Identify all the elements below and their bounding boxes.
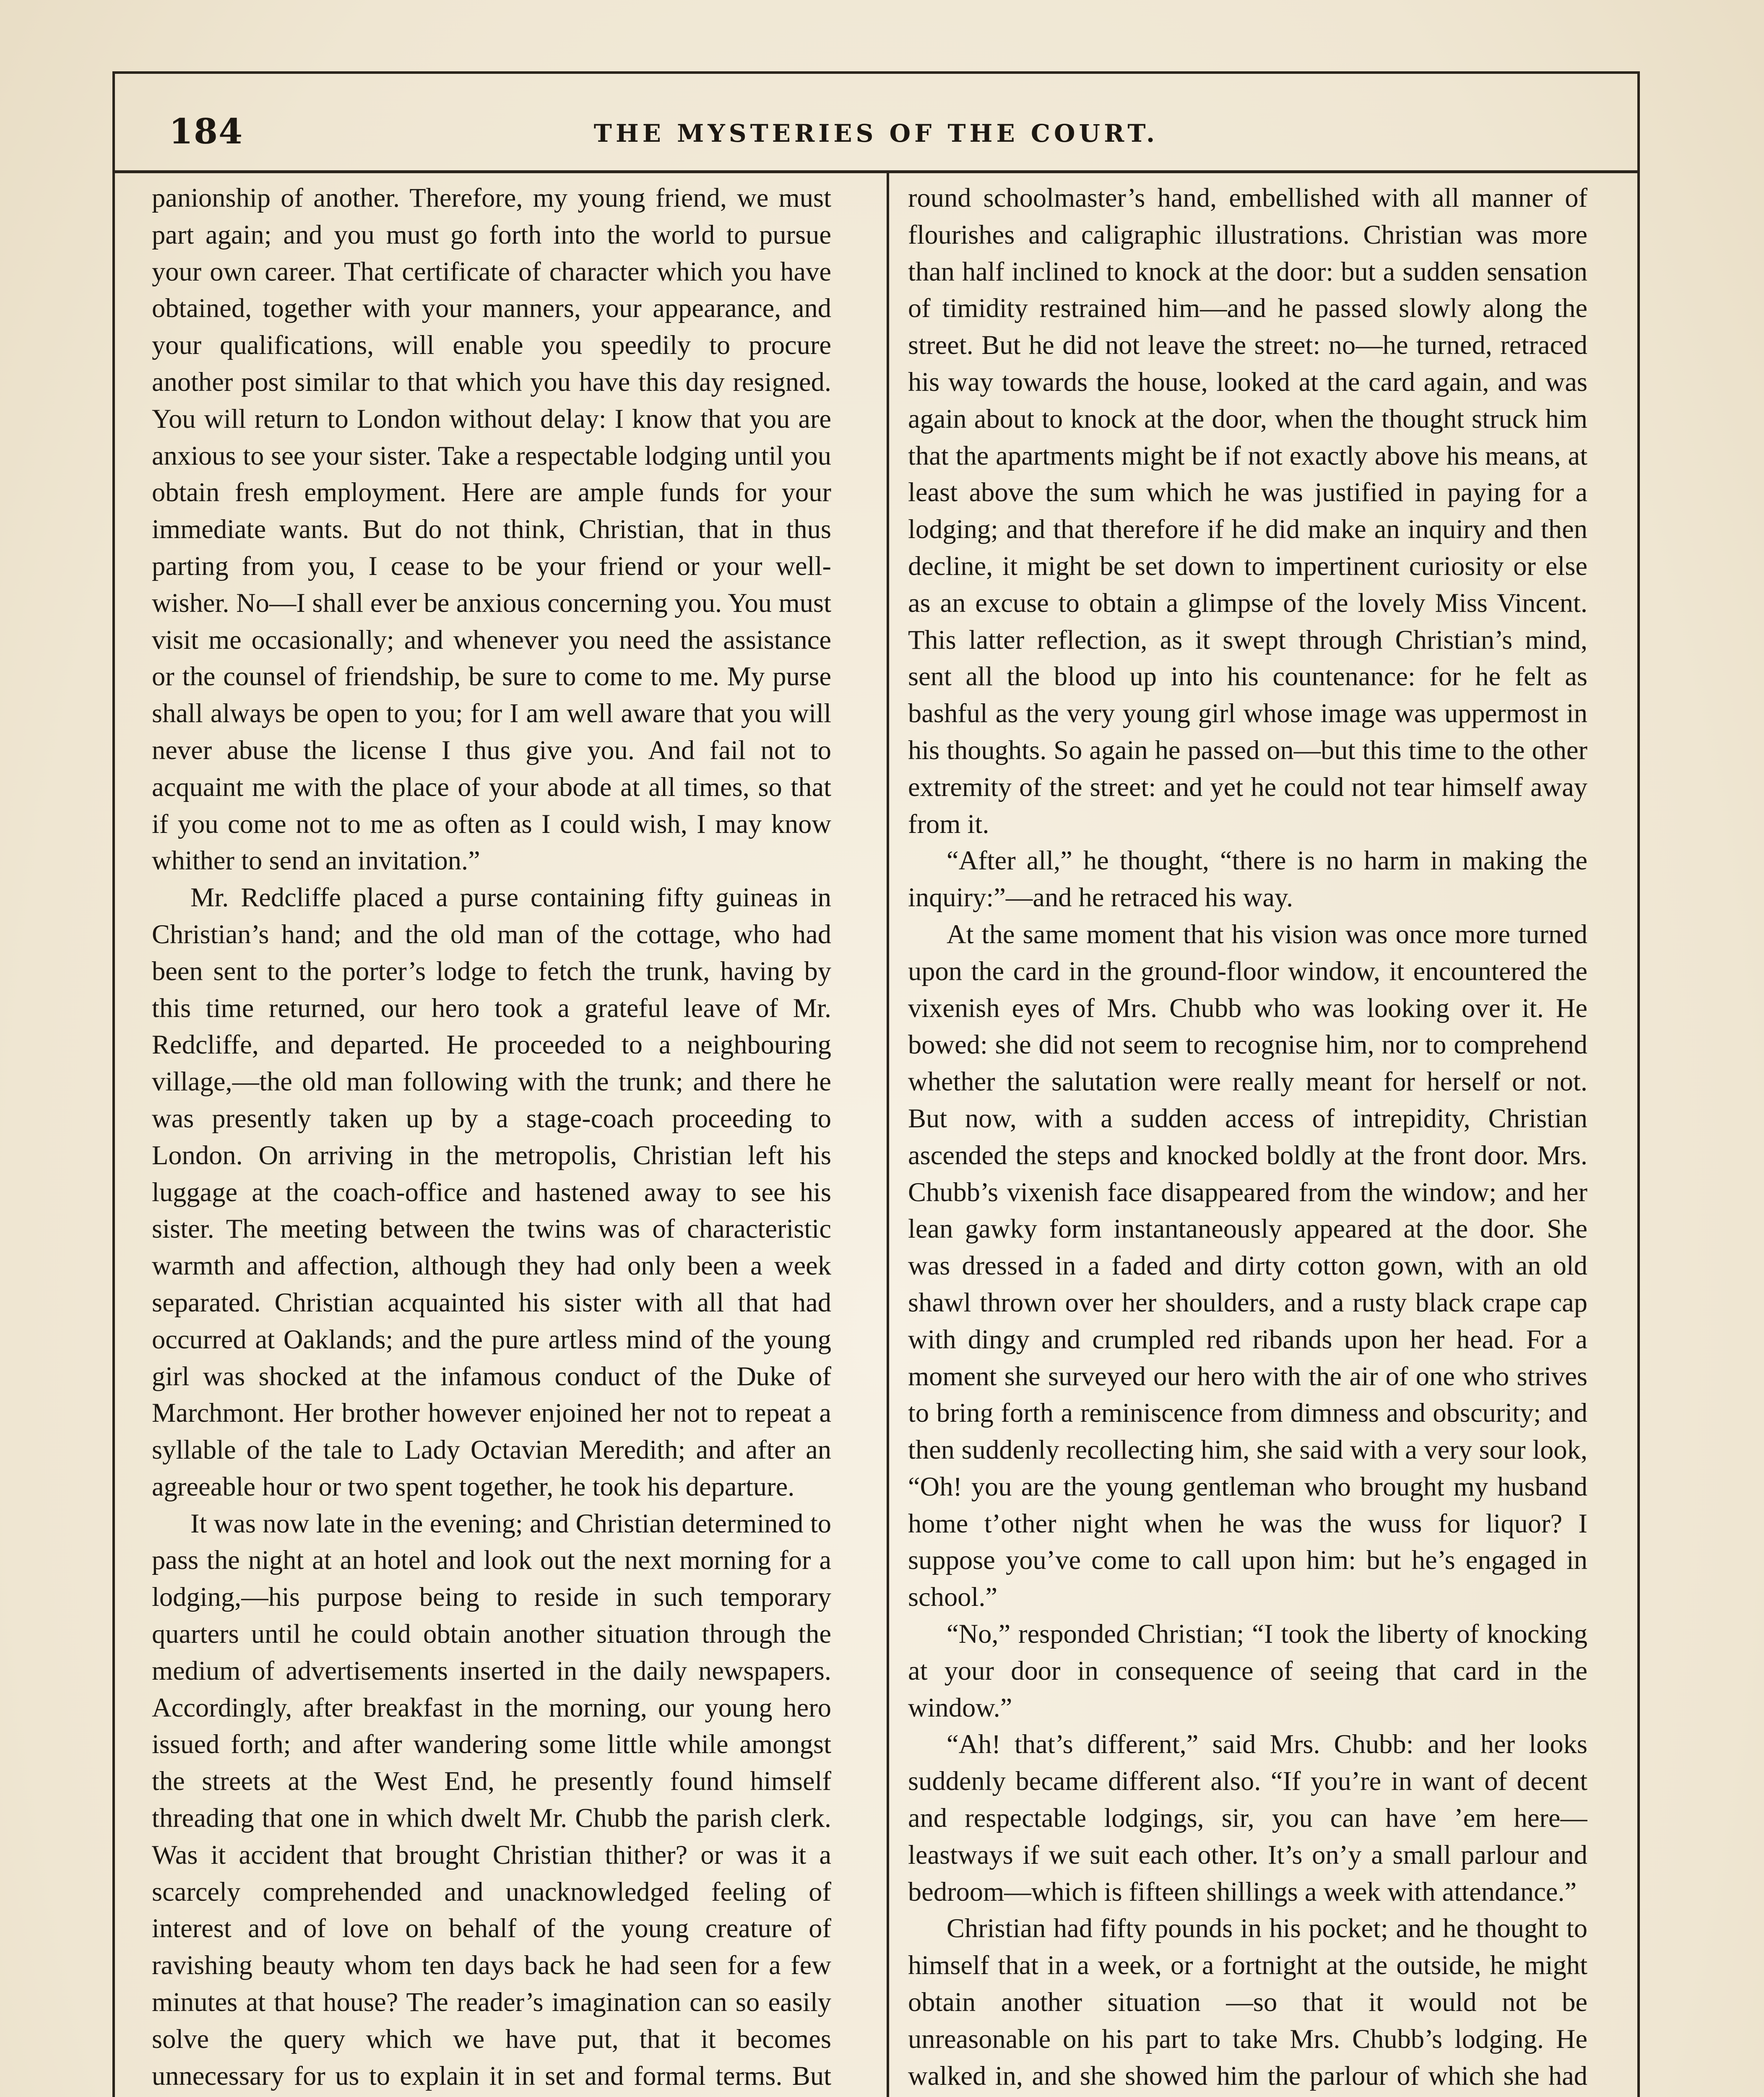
paragraph: Mr. Redcliffe placed a purse containing fifty guineas in Christian’s hand; and the old man of the cottage, who had been sent to the porter’s lodge to fetch the trunk, having by this time returned, our hero took a grateful leave of Mr. Redcliffe, and departed. He proceeded to a neighbouring village,—the old man following with the trunk; and there he was presently taken up by a stage-coach proceeding to London. On arriving in the metropolis, Christian left his luggage at the coach-office and hastened away to see his sister. The meeting between the twins was of characteristic warmth and affection, although they had only been a week separated. Christian acquainted his sister with all that had occurred at Oaklands; and the pure artless mind of the young girl was shocked at the infamous conduct of the Duke of Marchmont. Her brother however enjoined her not to repeat a syllable of the tale to Lady Octavian Meredith; and after an agreeable hour or two spent together, he took his departure. xyxy=(152,882,831,1501)
column-divider xyxy=(887,170,889,2097)
page-header xyxy=(112,99,1640,173)
paragraph: panionship of another. Therefore, my young friend, we must part again; and you must go forth into the world to pursue your own career. That certificate of character which you have obtained, together with your manners, your appearance, and your qualifications, will enable you speedily to procure another post similar to that which you have this day resigned. You will return to London without delay: I know that you are anxious to see your sister. Take a respectable lodging until you obtain fresh employment. Here are ample funds for your immediate wants. But do not think, Christian, that in thus parting from you, I cease to be your friend or your well-wisher. No—I shall ever be anxious concerning you. You must visit me occasionally; and whenever you need the assistance or the counsel of friendship, be sure to come to me. My purse shall always be open to you; for I am well aware that you will never abuse the license I thus give you. And fail not to acquaint me with the place of your abode at all times, so that if you come not to me as often as I could wish, I may know whither to send an invitation.” xyxy=(152,183,831,876)
running-title: THE MYSTERIES OF THE COURT. xyxy=(593,119,1159,148)
paragraph: It was now late in the evening; and Christian determined to pass the night at an hotel and look out the next morning for a lodging,—his purpose being to reside in such temporary quarters until he could obtain another situation through the medium of advertisements inserted in the daily newspapers. Accordingly, after breakfast in the morning, our young hero issued forth; and after wandering some little while amongst the streets at the West End, he presently found himself threading that one in which dwelt Mr. Chubb the parish clerk. Was it accident that brought Christian thither? or was it a scarcely comprehended and unacknowledged feeling of interest and of love on behalf of the young creature of ravishing beauty whom ten days back he had seen for a few minutes at that house? The reader’s imagination can so easily solve the query which we have put, that it becomes unnecessary for us to explain it in set and formal terms. But xyxy=(152,1508,831,2091)
paragraph: “Ah! that’s different,” said Mrs. Chubb: and her looks suddenly became different also. “If you’re in want of decent and respectable lodgings, sir, you can have ’em here—leastways if we suit each other. It’s on’y a small parlour and bedroom—which is fifteen shillings a week with attendance.” xyxy=(908,1729,1587,1907)
paragraph: “After all,” he thought, “there is no harm in making the inquiry:”—and he retraced his way. xyxy=(908,846,1587,913)
paragraph: At the same moment that his vision was once more turned upon the card in the ground-floor window, it encountered the vixenish eyes of Mrs. Chubb who was looking over it. He bowed: she did not seem to recognise him, nor to comprehend whether the salutation were really meant for herself or not. But now, with a sudden access of intrepidity, Christian ascended the steps and knocked boldly at the front door. Mrs. Chubb’s vixenish face disappeared from the window; and her lean gawky form instantaneously appeared at the door. She was dressed in a faded and dirty cotton gown, with an old shawl thrown over her shoulders, and a rusty black crape cap with dingy and crumpled red ribands upon her head. For a moment she surveyed our hero with the air of one who strives to bring forth a reminiscence from dimness and obscurity; and then suddenly recollecting him, she said with a very sour look, “Oh! you are the young gentleman who brought my husband home t’other night when he was the wuss for liquor? I suppose you’ve come to call upon him: but he’s engaged in school.” xyxy=(908,919,1587,1612)
paragraph: Christian had fifty pounds in his pocket; and he thought to himself that in a week, or a fortnight at the outside, he might obtain another situation —so that it would not be unreasonable on his part to take Mrs. Chubb’s lodging. He walked in, and she showed him the parlour of which she had xyxy=(908,1913,1587,2091)
left-column xyxy=(152,180,831,2097)
paragraph: “No,” responded Christian; “I took the liberty of knocking at your door in consequence of seeing that card in the window.” xyxy=(908,1619,1587,1722)
right-column xyxy=(908,180,1587,2097)
paragraph: round schoolmaster’s hand, embellished with all manner of flourishes and caligraphic illustrations. Christian was more than half inclined to knock at the door: but a sudden sensation of timidity restrained him—and he passed slowly along the street. But he did not leave the street: no—he turned, retraced his way towards the house, looked at the card again, and was again about to knock at the door, when the thought struck him that the apartments might be if not exactly above his means, at least above the sum which he was justified in paying for a lodging; and that therefore if he did make an inquiry and then decline, it might be set down to impertinent curiosity or else as an excuse to obtain a glimpse of the lovely Miss Vincent. This latter reflection, as it swept through Christian’s mind, sent all the blood up into his countenance: for he felt as bashful as the very young girl whose image was uppermost in his thoughts. So again he passed on—but this time to the other extremity of the street: and yet he could not tear himself away from it. xyxy=(908,183,1587,839)
page-number: 184 xyxy=(169,112,244,152)
